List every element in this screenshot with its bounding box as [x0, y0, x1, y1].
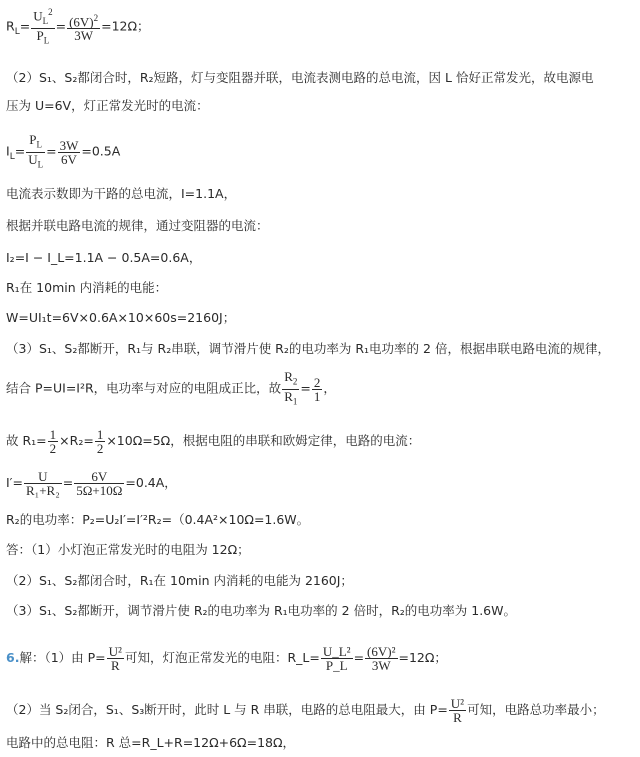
symbol-r: R [6, 18, 15, 34]
text-line: 压为 U=6V，灯正常发光时的电流： [6, 98, 209, 113]
text-line: I₂=I − I_L=1.1A − 0.5A=0.6A， [6, 250, 202, 265]
text-line: 电流表示数即为干路的总电流，I=1.1A， [6, 186, 237, 201]
fraction-ul2-pl: $\frac{\text{U\_L²}}{P\_L}$ [322, 644, 351, 673]
question-number: 6. [6, 650, 20, 665]
fraction-3w-6v: $\frac{3W}{6V}$ [59, 137, 79, 167]
answer-line: 答：（1）小灯泡正常发光时的电阻为 12Ω； [6, 542, 250, 557]
answer-line: （2）S₁、S₂都闭合时，R₁在 10min 内消耗的电能为 2160J； [6, 573, 353, 588]
text-line: （3）S₁、S₂都断开，R₁与 R₂串联，调节滑片使 R₂的电功率为 R₁电功率的 2 倍，根据串联电路电流的规律， [6, 341, 610, 356]
formula-line-r1: 故 R₁= $\frac{1}{2}$ ×R₂= $\frac{1}{2}$ ×10Ω=5Ω，根据电阻的串联和欧姆定律，电路的电流： [6, 427, 421, 456]
fraction-r2-r1: $\frac{R_2}{R_1}$ [284, 369, 298, 407]
fraction-6v2-3w: $\frac{(6V)^2}{3W}$ [69, 12, 99, 43]
equals: = [19, 18, 31, 34]
formula-line-series-current: I′= $\frac{U}{\text{R₁+R₂}}$ = $\frac{6V}{5\Omega+10\Omega}$ =0.4A， [6, 469, 177, 498]
text-line: 根据并联电路电流的规律，通过变阻器的电流： [6, 218, 269, 233]
formula-line-q6: 6.解：（1）由 P= $\frac{\text{U²}}{R}$ 可知，灯泡正常发光的电阻：R_L= $\frac{\text{U\_L²}}{P\_L}$ = $\frac{\text{(6V)²}}{3W}$ =12Ω； [6, 644, 447, 673]
fraction-u2-r: $\frac{\text{U²}}{R}$ [450, 696, 465, 725]
fraction-half: $\frac{1}{2}$ [96, 427, 104, 456]
fraction-2-1: $\frac{2}{1}$ [313, 374, 321, 404]
fraction-pl-ul: $\frac{P_L}{U_L}$ [28, 132, 44, 170]
formula-line-resistance: $R_L=$ $\frac{U_L^2}{P_L}$ = $\frac{(6V)^2}{3W}$ =12Ω； [6, 7, 150, 46]
result-text: =0.5A [81, 143, 121, 159]
fraction-u-r1r2: $\frac{U}{\text{R₁+R₂}}$ [26, 469, 60, 498]
fraction-half: $\frac{1}{2}$ [49, 427, 57, 456]
text-line: 电路中的总电阻：R 总=R_L+R=12Ω+6Ω=18Ω， [6, 735, 296, 750]
fraction-u2-r: $\frac{\text{U²}}{R}$ [108, 644, 122, 673]
fraction-6v2-3w: $\frac{\text{(6V)²}}{3W}$ [367, 644, 396, 673]
formula-line-min-power: （2）当 S₂闭合，S₁、S₃断开时，此时 L 与 R 串联，电路的总电阻最大，由 P= $\frac{\text{U²}}{R}$ 可知，电路总功率最小； [6, 696, 605, 725]
fraction-6v-15ohm: $\frac{6V}{5\Omega+10\Omega}$ [76, 469, 123, 498]
text-line: R₁在 10min 内消耗的电能： [6, 280, 168, 295]
answer-line: （3）S₁、S₂都断开，调节滑片使 R₂的电功率为 R₁电功率的 2 倍时，R₂的电功率为 1.6W。 [6, 603, 516, 618]
result-text: =12Ω； [101, 18, 150, 34]
subscript-l: L [14, 26, 20, 37]
formula-line-ratio: 结合 P=UI=I²R，电功率与对应的电阻成正比，故 $\frac{R_2}{R_1}$ = $\frac{2}{1}$ ， [6, 369, 336, 407]
fraction-ul2-pl: $\frac{U_L^2}{P_L}$ [33, 7, 53, 46]
text-line: （2）S₁、S₂都闭合时，R₂短路，灯与变阻器并联，电流表测电路的总电流，因 L 恰好正常发光，故电源电 [6, 70, 594, 85]
text-line: R₂的电功率：P₂=U₂I′=I′²R₂=（0.4A²×10Ω=1.6W。 [6, 512, 310, 527]
formula-line-current: $I_L=$ $\frac{P_L}{U_L}$ = $\frac{3W}{6V}$ =0.5A [6, 132, 121, 170]
text-line: W=UI₁t=6V×0.6A×10×60s=2160J； [6, 310, 236, 325]
